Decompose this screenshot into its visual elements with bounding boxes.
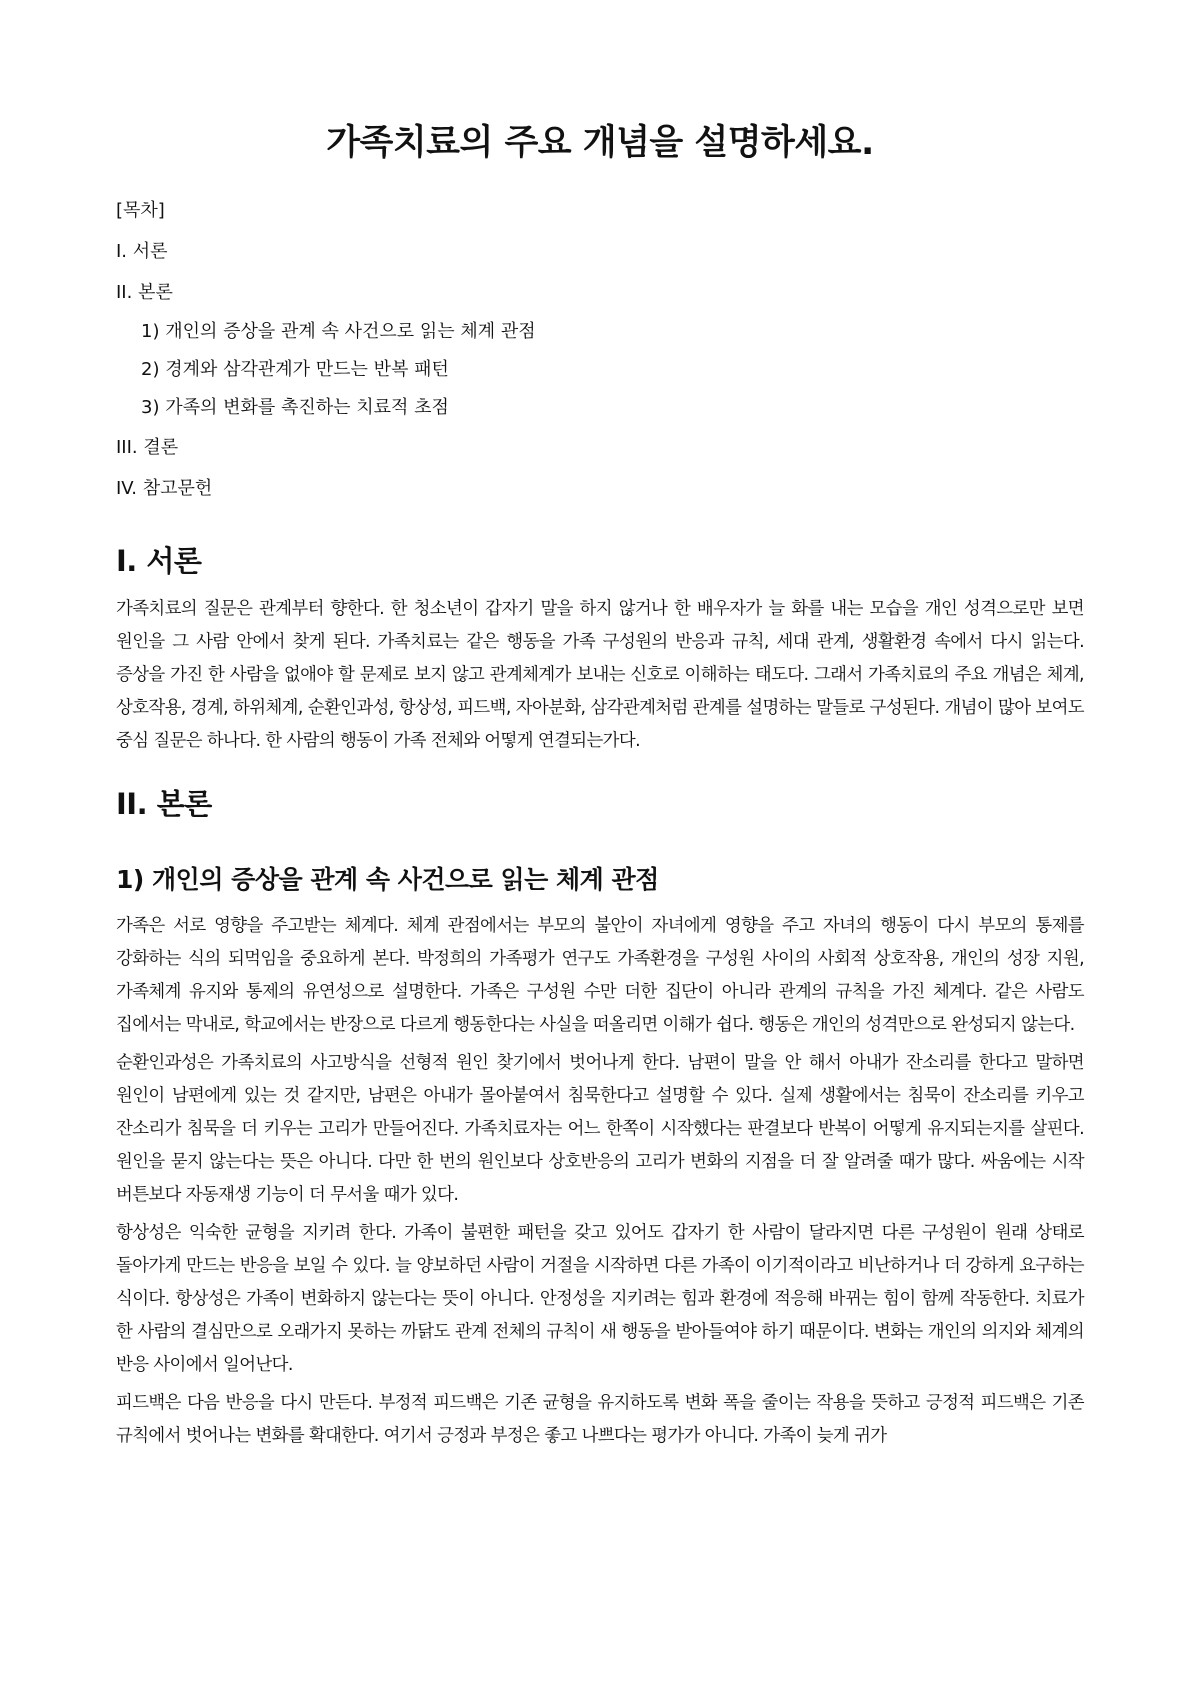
toc-item-body-section-3: 3) 가족의 변화를 촉진하는 치료적 초점 — [141, 397, 449, 418]
introduction-paragraph: 가족치료의 질문은 관계부터 향한다. 한 청소년이 갑자기 말을 하지 않거나 한 배우자가 늘 화를 내는 모습을 개인 성격으로만 보면 원인을 그 사람 안에서 찾게 된다. 가족치료는 같은 행동을 가족 구성원의 반응과 규칙, 세대 관계, 생활환경 속에서 다시 읽는다. 증상을 가진 한 사람을 없애야 할 문제로 보지 않고 관계체계가 보내는 신호로 이해하는 태도다. 그래서 가족치료의 주요 개념은 체계, 상호작용, 경계, 하위체계, 순환인과성, 항상성, 피드백, 자아분화, 삼각관계처럼 관계를 설명하는 말들로 구성된다. 개념이 많아 보여도 중심 질문은 하나다. 한 사람의 행동이 가족 전체와 어떻게 연결되는가다. — [116, 599, 1084, 751]
toc-item-body: II. 본론 — [116, 282, 173, 303]
section-1-paragraph-1: 가족은 서로 영향을 주고받는 체계다. 체계 관점에서는 부모의 불안이 자녀에게 영향을 주고 자녀의 행동이 다시 부모의 통제를 강화하는 식의 되먹임을 중요하게 본다. 박정희의 가족평가 연구도 가족환경을 구성원 사이의 사회적 상호작용, 개인의 성장 지원, 가족체계 유지와 통제의 유연성으로 설명한다. 가족은 구성원 수만 더한 집단이 아니라 관계의 규칙을 가진 체계다. 같은 사람도 집에서는 막내로, 학교에서는 반장으로 다르게 행동한다는 사실을 떠올리면 이해가 쉽다. 행동은 개인의 성격만으로 완성되지 않는다. — [116, 916, 1084, 1035]
section-1-paragraph-3: 항상성은 익숙한 균형을 지키려 한다. 가족이 불편한 패턴을 갖고 있어도 갑자기 한 사람이 달라지면 다른 구성원이 원래 상태로 돌아가게 만드는 반응을 보일 수 있다. 늘 양보하던 사람이 거절을 시작하면 다른 가족이 이기적이라고 비난하거나 더 강하게 요구하는 식이다. 항상성은 가족이 변화하지 않는다는 뜻이 아니다. 안정성을 지키려는 힘과 환경에 적응해 바뀌는 힘이 함께 작동한다. 치료가 한 사람의 결심만으로 오래가지 못하는 까닭도 관계 전체의 규칙이 새 행동을 받아들여야 하기 때문이다. 변화는 개인의 의지와 체계의 반응 사이에서 일어난다. — [116, 1223, 1084, 1375]
document-title: 가족치료의 주요 개념을 설명하세요. — [326, 123, 874, 163]
body-section-1 — [116, 864, 1084, 1453]
toc-item-introduction: I. 서론 — [116, 241, 168, 262]
body-section — [116, 786, 1084, 1453]
toc-item-body-section-2: 2) 경계와 삼각관계가 만드는 반복 패턴 — [141, 359, 449, 380]
introduction-section — [116, 543, 1084, 758]
introduction-heading: I. 서론 — [116, 544, 202, 578]
toc-item-body-section-1: 1) 개인의 증상을 관계 속 사건으로 읽는 체계 관점 — [141, 321, 536, 342]
section-1-heading: 1) 개인의 증상을 관계 속 사건으로 읽는 체계 관점 — [116, 865, 659, 894]
section-1-paragraph-2: 순환인과성은 가족치료의 사고방식을 선형적 원인 찾기에서 벗어나게 한다. 남편이 말을 안 해서 아내가 잔소리를 한다고 말하면 원인이 남편에게 있는 것 같지만, 남편은 아내가 몰아붙여서 침묵한다고 설명할 수 있다. 실제 생활에서는 침묵이 잔소리를 키우고 잔소리가 침묵을 더 키우는 고리가 만들어진다. 가족치료자는 어느 한쪽이 시작했다는 판결보다 반복이 어떻게 유지되는지를 살핀다. 원인을 묻지 않는다는 뜻은 아니다. 다만 한 번의 원인보다 상호반응의 고리가 변화의 지점을 더 잘 알려줄 때가 많다. 싸움에는 시작 버튼보다 자동재생 기능이 더 무서울 때가 있다. — [116, 1053, 1084, 1205]
table-of-contents — [116, 190, 1084, 509]
section-1-paragraph-4: 피드백은 다음 반응을 다시 만든다. 부정적 피드백은 기존 균형을 유지하도록 변화 폭을 줄이는 작용을 뜻하고 긍정적 피드백은 기존 규칙에서 벗어나는 변화를 확대한다. 여기서 긍정과 부정은 좋고 나쁘다는 평가가 아니다. 가족이 늦게 귀가 — [116, 1393, 1084, 1446]
body-heading: II. 본론 — [116, 787, 212, 821]
toc-heading: [목차] — [116, 200, 165, 221]
toc-item-references: IV. 참고문헌 — [116, 478, 213, 499]
toc-item-conclusion: III. 결론 — [116, 437, 179, 458]
